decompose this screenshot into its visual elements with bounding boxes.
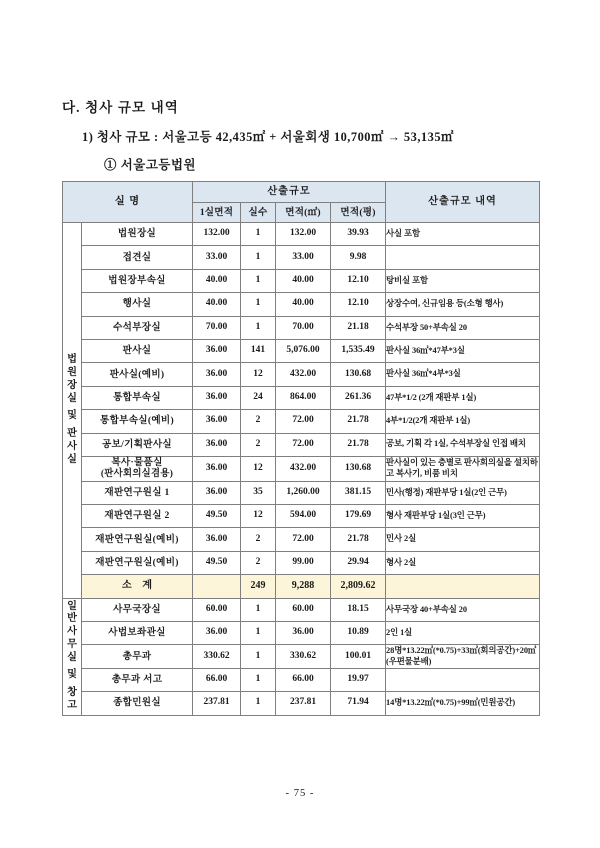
- cell-subtotal-note: [386, 575, 540, 598]
- cell-unit-area: 36.00: [193, 339, 241, 362]
- table-body: [63, 223, 540, 716]
- cell-area-pyeong: 179.69: [331, 505, 386, 528]
- heading-block: [62, 96, 542, 173]
- building-scale-table: [62, 181, 540, 716]
- cell-unit-area: 36.00: [193, 363, 241, 386]
- cell-area-sqm: 40.00: [276, 269, 331, 292]
- cell-room-count: 12: [241, 456, 276, 481]
- cell-area-pyeong: 29.94: [331, 551, 386, 574]
- cell-detail-note: 민사 2실: [386, 528, 540, 551]
- cell-room-count: 2: [241, 433, 276, 456]
- cell-area-pyeong: 18.15: [331, 598, 386, 621]
- table-row: [63, 339, 540, 362]
- cell-unit-area: 40.00: [193, 293, 241, 316]
- cell-area-sqm: 1,260.00: [276, 481, 331, 504]
- row-group-label: 일 반 사 무 실 및 창 고: [63, 598, 82, 715]
- table-header-row-1: [63, 182, 540, 203]
- cell-area-sqm: 594.00: [276, 505, 331, 528]
- cell-area-pyeong: 12.10: [331, 293, 386, 316]
- cell-area-pyeong: 9.98: [331, 246, 386, 269]
- cell-room-count: 1: [241, 293, 276, 316]
- cell-unit-area: 40.00: [193, 269, 241, 292]
- cell-area-pyeong: 21.78: [331, 433, 386, 456]
- cell-unit-area: 132.00: [193, 223, 241, 246]
- cell-area-sqm: 99.00: [276, 551, 331, 574]
- table-header: [63, 182, 540, 223]
- table-row: [63, 269, 540, 292]
- cell-room-name: 재판연구원실 1: [82, 481, 193, 504]
- table-row: [63, 456, 540, 481]
- table-row: [63, 598, 540, 621]
- cell-room-name: 통합부속실: [82, 386, 193, 409]
- cell-room-count: 35: [241, 481, 276, 504]
- cell-area-pyeong: 21.18: [331, 316, 386, 339]
- table-row: [63, 293, 540, 316]
- cell-subtotal-count: 249: [241, 575, 276, 598]
- row-group-label: 법 원 장 실 및 판 사 실: [63, 223, 82, 599]
- cell-room-name: 접견실: [82, 246, 193, 269]
- heading-level-3: ① 서울고등법원: [104, 158, 197, 172]
- cell-area-pyeong: 130.68: [331, 363, 386, 386]
- cell-area-sqm: 70.00: [276, 316, 331, 339]
- cell-room-name: 총무과 서고: [82, 668, 193, 691]
- cell-area-sqm: 72.00: [276, 528, 331, 551]
- table-row: [63, 410, 540, 433]
- cell-room-count: 1: [241, 692, 276, 715]
- cell-detail-note: 28명*13.22㎡(*0.75)+33㎡(회의공간)+20㎡(우편물분배): [386, 645, 540, 668]
- cell-room-name: 재판연구원실(예비): [82, 551, 193, 574]
- cell-detail-note: 47부*1/2 (2개 재판부 1실): [386, 386, 540, 409]
- cell-area-pyeong: 10.89: [331, 621, 386, 644]
- cell-room-name: 통합부속실(예비): [82, 410, 193, 433]
- table-row: [63, 481, 540, 504]
- cell-area-pyeong: 1,535.49: [331, 339, 386, 362]
- cell-detail-note: 14명*13.22㎡(*0.75)+99㎡(민원공간): [386, 692, 540, 715]
- table-row: [63, 386, 540, 409]
- cell-detail-note: 형사 재판부당 1실(3인 근무): [386, 505, 540, 528]
- cell-unit-area: 60.00: [193, 598, 241, 621]
- cell-unit-area: 36.00: [193, 528, 241, 551]
- cell-unit-area: 36.00: [193, 621, 241, 644]
- cell-subtotal-label: 소 계: [82, 575, 193, 598]
- cell-unit-area: 237.81: [193, 692, 241, 715]
- cell-room-count: 1: [241, 223, 276, 246]
- cell-unit-area: 330.62: [193, 645, 241, 668]
- table-row: [63, 692, 540, 715]
- cell-room-name: 판사실: [82, 339, 193, 362]
- header-area-sqm: 면적(㎡): [276, 203, 331, 223]
- table-row: [63, 316, 540, 339]
- cell-area-sqm: 66.00: [276, 668, 331, 691]
- table-row: [63, 223, 540, 246]
- header-room-name: 실 명: [63, 182, 193, 223]
- cell-room-count: 2: [241, 410, 276, 433]
- cell-area-pyeong: 381.15: [331, 481, 386, 504]
- cell-detail-note: [386, 246, 540, 269]
- cell-unit-area: 49.50: [193, 551, 241, 574]
- header-detail: 산출규모 내역: [386, 182, 540, 223]
- table-row: [63, 246, 540, 269]
- header-unit-area: 1실면적: [193, 203, 241, 223]
- cell-detail-note: [386, 668, 540, 691]
- table-row: [63, 528, 540, 551]
- header-area-pyeong: 면적(평): [331, 203, 386, 223]
- cell-unit-area: 66.00: [193, 668, 241, 691]
- cell-detail-note: 판사실이 있는 층별로 판사회의실을 설치하고 복사기, 비품 비치: [386, 456, 540, 481]
- cell-area-pyeong: 261.36: [331, 386, 386, 409]
- cell-room-name: 사무국장실: [82, 598, 193, 621]
- cell-room-count: 141: [241, 339, 276, 362]
- cell-area-sqm: 60.00: [276, 598, 331, 621]
- cell-unit-area: 36.00: [193, 433, 241, 456]
- cell-detail-note: 사실 포함: [386, 223, 540, 246]
- cell-room-name: 총무과: [82, 645, 193, 668]
- cell-subtotal-area-pyeong: 2,809.62: [331, 575, 386, 598]
- cell-area-sqm: 36.00: [276, 621, 331, 644]
- cell-room-count: 1: [241, 668, 276, 691]
- cell-detail-note: 판사실 36㎡*4부*3실: [386, 363, 540, 386]
- cell-area-sqm: 864.00: [276, 386, 331, 409]
- cell-unit-area: 36.00: [193, 410, 241, 433]
- cell-detail-note: 탕비실 포함: [386, 269, 540, 292]
- cell-room-count: 2: [241, 528, 276, 551]
- cell-room-name: 재판연구원실(예비): [82, 528, 193, 551]
- cell-room-count: 12: [241, 363, 276, 386]
- table-row: [63, 433, 540, 456]
- cell-unit-area: 36.00: [193, 456, 241, 481]
- header-room-count: 실수: [241, 203, 276, 223]
- cell-detail-note: 형사 2실: [386, 551, 540, 574]
- table-row: [63, 551, 540, 574]
- heading-level-1: 다. 청사 규모 내역: [62, 100, 179, 115]
- cell-area-pyeong: 12.10: [331, 269, 386, 292]
- cell-unit-area: 70.00: [193, 316, 241, 339]
- page-footer: [0, 788, 600, 799]
- cell-area-pyeong: 21.78: [331, 528, 386, 551]
- cell-area-sqm: 432.00: [276, 363, 331, 386]
- cell-area-sqm: 132.00: [276, 223, 331, 246]
- cell-room-count: 2: [241, 551, 276, 574]
- cell-room-name: 행사실: [82, 293, 193, 316]
- heading-level-2: 1) 청사 규모 : 서울고등 42,435㎡ + 서울회생 10,700㎡ → 53,135㎡: [82, 130, 454, 144]
- cell-detail-note: 민사(행정) 재판부당 1실(2인 근무): [386, 481, 540, 504]
- cell-unit-area: 49.50: [193, 505, 241, 528]
- cell-room-count: 12: [241, 505, 276, 528]
- cell-detail-note: 사무국장 40+부속실 20: [386, 598, 540, 621]
- cell-area-sqm: 5,076.00: [276, 339, 331, 362]
- cell-room-count: 1: [241, 645, 276, 668]
- cell-area-sqm: 432.00: [276, 456, 331, 481]
- table-row: [63, 621, 540, 644]
- cell-unit-area: 33.00: [193, 246, 241, 269]
- table-row: [63, 645, 540, 668]
- cell-room-name: 사법보좌관실: [82, 621, 193, 644]
- cell-area-pyeong: 19.97: [331, 668, 386, 691]
- cell-area-sqm: 40.00: [276, 293, 331, 316]
- cell-area-pyeong: 130.68: [331, 456, 386, 481]
- cell-room-count: 1: [241, 598, 276, 621]
- table-row: [63, 505, 540, 528]
- cell-detail-note: 수석부장 50+부속실 20: [386, 316, 540, 339]
- cell-unit-area: 36.00: [193, 386, 241, 409]
- cell-room-name: 복사·물품실 (판사회의실겸용): [82, 456, 193, 481]
- cell-area-pyeong: 21.78: [331, 410, 386, 433]
- cell-detail-note: 2인 1실: [386, 621, 540, 644]
- cell-unit-area: 36.00: [193, 481, 241, 504]
- page-number: - 75 -: [285, 788, 315, 799]
- cell-subtotal-area-sqm: 9,288: [276, 575, 331, 598]
- cell-room-name: 종합민원실: [82, 692, 193, 715]
- table-row: [63, 363, 540, 386]
- cell-room-count: 24: [241, 386, 276, 409]
- cell-detail-note: 공보, 기획 각 1실, 수석부장실 인접 배치: [386, 433, 540, 456]
- cell-area-sqm: 72.00: [276, 433, 331, 456]
- cell-room-name: 법원장부속실: [82, 269, 193, 292]
- cell-room-name: 판사실(예비): [82, 363, 193, 386]
- cell-room-count: 1: [241, 621, 276, 644]
- cell-room-count: 1: [241, 316, 276, 339]
- cell-area-pyeong: 71.94: [331, 692, 386, 715]
- cell-area-pyeong: 39.93: [331, 223, 386, 246]
- cell-area-sqm: 237.81: [276, 692, 331, 715]
- cell-area-sqm: 330.62: [276, 645, 331, 668]
- table-subtotal-row: [63, 575, 540, 598]
- cell-subtotal-unit-area: [193, 575, 241, 598]
- cell-room-name: 공보/기획판사실: [82, 433, 193, 456]
- table-row: [63, 668, 540, 691]
- cell-area-pyeong: 100.01: [331, 645, 386, 668]
- cell-room-name: 법원장실: [82, 223, 193, 246]
- header-scale-group: 산출규모: [193, 182, 386, 203]
- cell-detail-note: 4부*1/2(2개 재판부 1실): [386, 410, 540, 433]
- cell-room-name: 수석부장실: [82, 316, 193, 339]
- cell-detail-note: 상장수여, 신규임용 등(소형 행사): [386, 293, 540, 316]
- cell-room-count: 1: [241, 269, 276, 292]
- cell-detail-note: 판사실 36㎡*47부*3실: [386, 339, 540, 362]
- cell-area-sqm: 72.00: [276, 410, 331, 433]
- cell-area-sqm: 33.00: [276, 246, 331, 269]
- cell-room-count: 1: [241, 246, 276, 269]
- schedule-table-container: [62, 181, 539, 716]
- cell-room-name: 재판연구원실 2: [82, 505, 193, 528]
